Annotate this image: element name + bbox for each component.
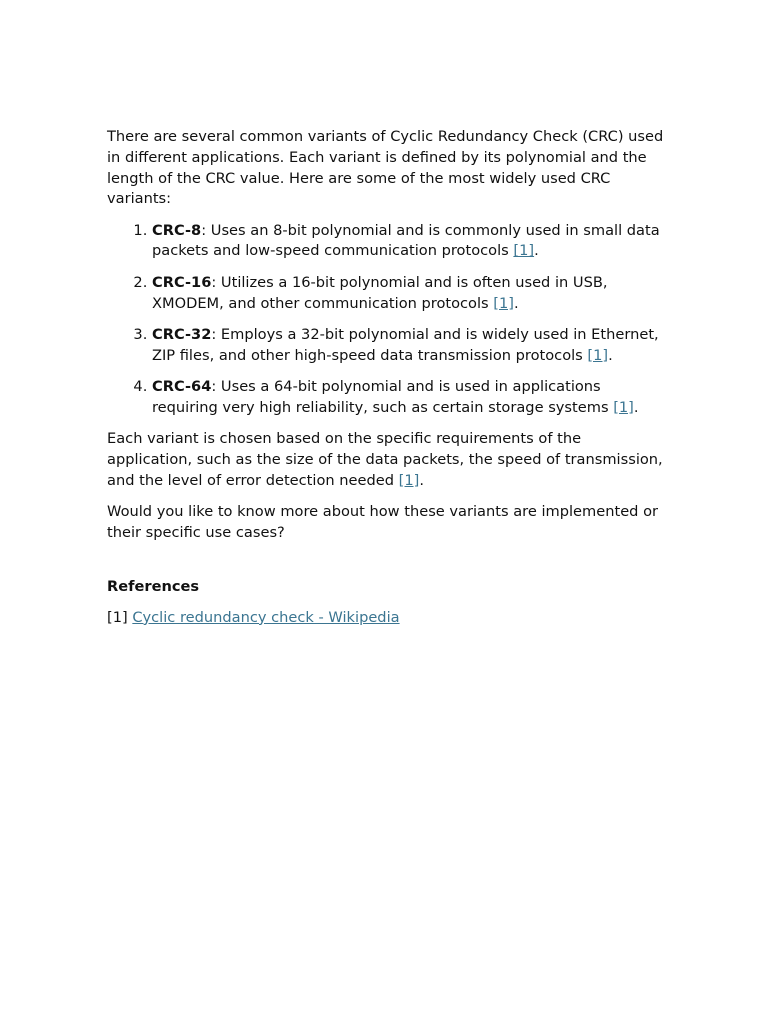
- citation-link[interactable]: [1]: [513, 242, 535, 260]
- variant-description: : Uses a 64-bit polynomial and is used in applications requiring very high reliability, such as certain storage systems: [152, 377, 614, 416]
- sentence-end: .: [633, 398, 639, 416]
- citation-link[interactable]: [1]: [398, 471, 420, 489]
- document-body: [107, 127, 667, 629]
- variant-description: : Utilizes a 16-bit polynomial and is often used in USB, XMODEM, and other communication protocols: [152, 273, 608, 312]
- references-heading: References: [107, 577, 200, 595]
- sentence-end: .: [513, 294, 519, 312]
- variant-term: CRC-16: [152, 273, 212, 291]
- variant-description: : Employs a 32-bit polynomial and is widely used in Ethernet, ZIP files, and other high-speed data transmission protocols: [152, 325, 659, 364]
- variant-term: CRC-32: [152, 325, 212, 343]
- list-item-crc-16: [152, 273, 667, 315]
- variant-term: CRC-8: [152, 221, 202, 239]
- variant-term: CRC-64: [152, 377, 212, 395]
- citation-link[interactable]: [1]: [493, 294, 514, 312]
- reference-entry: [107, 608, 667, 629]
- citation-link[interactable]: [1]: [613, 398, 634, 416]
- intro-paragraph: There are several common variants of Cyclic Redundancy Check (CRC) used in different applications. Each variant is defined by its polynomial and the length of the CRC value. Here are some of the most widely used CRC variants:: [107, 128, 664, 208]
- crc-variant-list: [107, 221, 667, 419]
- reference-marker: [1]: [107, 608, 128, 626]
- sentence-end: .: [534, 242, 539, 260]
- list-item-crc-64: [152, 377, 667, 419]
- citation-link[interactable]: [1]: [587, 346, 609, 364]
- list-item-crc-8: [152, 221, 667, 263]
- reference-link[interactable]: Cyclic redundancy check - Wikipedia: [132, 608, 400, 626]
- sentence-end: .: [419, 471, 424, 489]
- list-item-crc-32: [152, 325, 667, 367]
- follow-up-question: Would you like to know more about how these variants are implemented or their specific use cases?: [107, 502, 658, 541]
- summary-paragraph: [107, 429, 667, 491]
- summary-text: Each variant is chosen based on the specific requirements of the application, such as the size of the data packets, the speed of transmission, and the level of error detection needed: [107, 430, 663, 489]
- variant-description: : Uses an 8-bit polynomial and is commonly used in small data packets and low-speed communication protocols: [152, 221, 660, 260]
- sentence-end: .: [608, 346, 613, 364]
